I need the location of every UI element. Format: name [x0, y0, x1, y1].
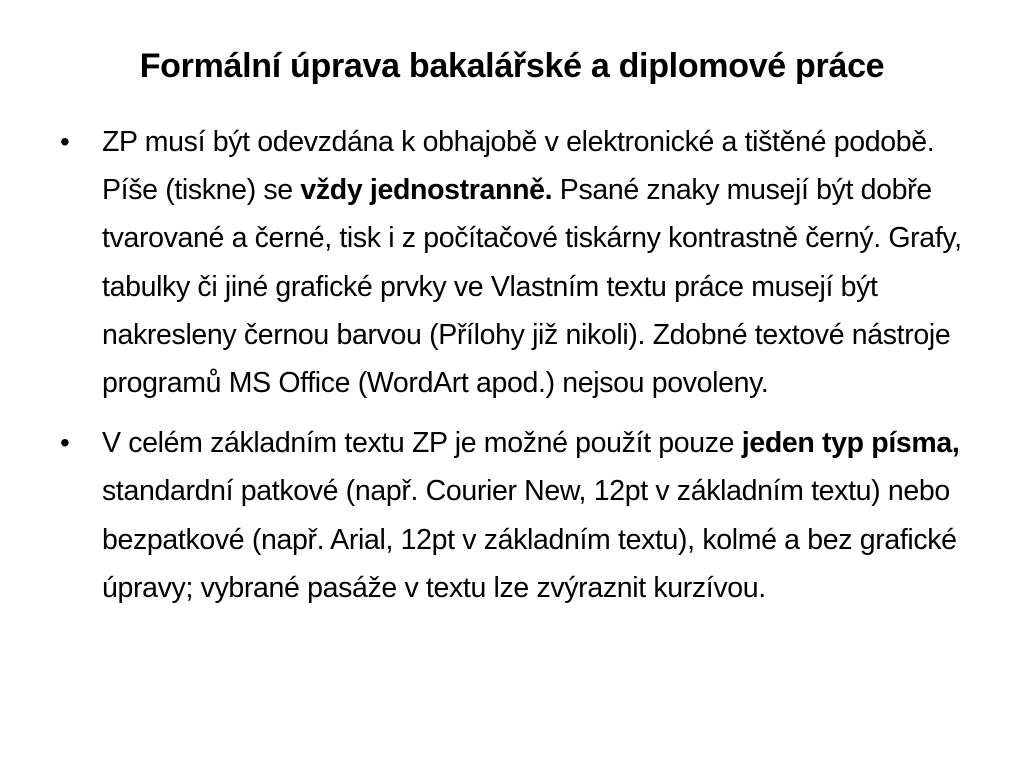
bullet-icon: • [60, 126, 70, 157]
bullet-item-font-type [60, 419, 970, 612]
bullet-text-part: Psané znaky musejí být dobře tvarované a černé, tisk i z počítačové tiskárny kontrastně černý. Grafy, tabulky či jiné grafické prvky ve Vlastním textu práce musejí být nakresleny černou barvou (Přílohy již nikoli). Zdobné textové nástroje programů MS Office (WordArt apod.) nejsou povoleny. [102, 174, 962, 400]
bullet-text-part: V celém základním textu ZP je možné použít pouze [102, 427, 742, 460]
bullet-list [60, 118, 970, 624]
bullet-item-electronic-printed [60, 118, 970, 407]
bullet-icon: • [60, 427, 70, 459]
slide-title: Formální úprava bakalářské a diplomové práce [139, 47, 885, 85]
bullet-text-part: ZP musí být odevzdána k obhajobě v elektronické a tištěné podobě. Píše (tiskne) se [102, 126, 935, 207]
bullet-bold-text: jeden typ písma, [741, 427, 960, 460]
bullet-bold-text: vždy jednostranně. [300, 174, 553, 207]
bullet-text-part: standardní patkové (např. Courier New, 12pt v základním textu) nebo bezpatkové (např. Arial, 12pt v základním textu), kolmé a bez grafické úpravy; vybrané pasáže v textu lze zvýraznit kurzívou. [102, 475, 957, 604]
